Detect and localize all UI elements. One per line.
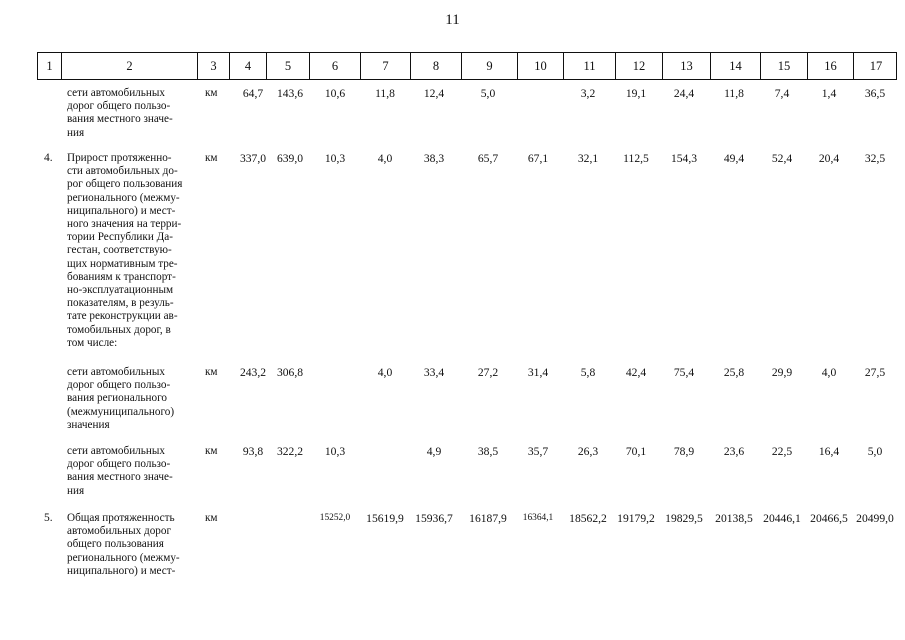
table-cell: 64,7	[242, 87, 264, 100]
table-cell: 4,0	[377, 152, 393, 165]
table-cell: 20138,5	[715, 512, 753, 525]
table-cell: 16364,1	[522, 513, 554, 523]
table-cell: 22,5	[771, 445, 793, 458]
table-cell: 5,8	[580, 366, 596, 379]
table-cell: 154,3	[670, 152, 698, 165]
table-cell: 639,0	[276, 152, 304, 165]
row-unit: км	[205, 512, 218, 524]
table-cell: 65,7	[477, 152, 499, 165]
table-header-row	[37, 52, 897, 80]
table-cell: 11,8	[724, 87, 744, 100]
table-cell: 10,3	[324, 152, 346, 165]
table-cell: 337,0	[239, 152, 267, 165]
table-cell: 7,4	[774, 87, 790, 100]
header-cell-5: 5	[267, 53, 310, 79]
header-cell-15: 15	[761, 53, 808, 79]
table-cell: 33,4	[423, 366, 445, 379]
header-cell-14: 14	[711, 53, 761, 79]
row-description: Прирост протяженно- сти автомобильных до- рог общего пользования регионального (межму- ниципального) и мест- ного значения на терри- тории Республики Да- гестан, соответствую- щих нормативным тре- бованиям к транспорт- но-эксплуатационным показателям, в резуль- тате реконструкции ав- томобильных дорог, в том числе:	[67, 152, 183, 349]
row-description: Общая протяженность автомобильных дорог общего пользования регионального (межму- ниципального) и мест-	[67, 512, 180, 577]
header-cell-1: 1	[38, 53, 62, 79]
table-cell: 1,4	[821, 87, 837, 100]
header-cell-4: 4	[230, 53, 267, 79]
row-number: 4.	[44, 152, 53, 164]
header-cell-12: 12	[616, 53, 663, 79]
table-cell: 243,2	[239, 366, 267, 379]
table-cell: 20446,1	[763, 512, 801, 525]
row-unit: км	[205, 87, 218, 99]
table-cell: 19,1	[625, 87, 647, 100]
header-cell-3: 3	[198, 53, 230, 79]
table-cell: 70,1	[625, 445, 647, 458]
header-cell-8: 8	[411, 53, 462, 79]
row-unit: км	[205, 445, 218, 457]
table-cell: 112,5	[623, 152, 649, 165]
header-cell-2: 2	[62, 53, 198, 79]
header-cell-6: 6	[310, 53, 361, 79]
table-cell: 15619,9	[366, 512, 404, 525]
table-cell: 143,6	[276, 87, 304, 100]
table-cell: 67,1	[527, 152, 549, 165]
table-cell: 15936,7	[415, 512, 453, 525]
header-cell-11: 11	[564, 53, 616, 79]
table-cell: 25,8	[723, 366, 745, 379]
table-cell: 38,3	[423, 152, 445, 165]
table-cell: 4,0	[821, 366, 837, 379]
header-cell-13: 13	[663, 53, 711, 79]
header-cell-10: 10	[518, 53, 564, 79]
table-cell: 75,4	[673, 366, 695, 379]
table-cell: 10,6	[324, 87, 346, 100]
table-cell: 20,4	[818, 152, 840, 165]
table-cell: 93,8	[242, 445, 264, 458]
row-description: сети автомобильных дорог общего пользо- вания местного значе- ния	[67, 445, 173, 497]
header-cell-17: 17	[869, 59, 883, 73]
header-cell-16: 16	[808, 53, 854, 79]
table-cell: 11,8	[375, 87, 395, 100]
table-cell: 3,2	[580, 87, 596, 100]
table-cell: 20499,0	[856, 512, 894, 525]
table-cell: 32,5	[864, 152, 886, 165]
page-number: 11	[445, 12, 460, 28]
table-cell: 52,4	[771, 152, 793, 165]
table-cell: 12,4	[423, 87, 445, 100]
table-cell: 35,7	[527, 445, 549, 458]
table-cell: 27,5	[864, 366, 886, 379]
row-number: 5.	[44, 512, 53, 524]
table-cell: 18562,2	[569, 512, 607, 525]
table-cell: 24,4	[673, 87, 695, 100]
table-cell: 322,2	[276, 445, 304, 458]
table-cell: 19179,2	[617, 512, 655, 525]
table-cell: 5,0	[480, 87, 496, 100]
row-description: сети автомобильных дорог общего пользо- вания регионального (межмуниципального) значения	[67, 366, 175, 431]
table-cell: 15252,0	[319, 513, 351, 523]
row-description: сети автомобильных дорог общего пользо- вания местного значе- ния	[67, 87, 173, 139]
table-cell: 20466,5	[810, 512, 848, 525]
table-cell: 36,5	[864, 87, 886, 100]
table-cell: 16187,9	[469, 512, 507, 525]
header-cell-7: 7	[361, 53, 411, 79]
table-cell: 306,8	[276, 366, 304, 379]
table-cell: 78,9	[673, 445, 695, 458]
table-cell: 31,4	[527, 366, 549, 379]
table-cell: 27,2	[477, 366, 499, 379]
table-cell: 4,9	[426, 445, 442, 458]
table-cell: 10,3	[324, 445, 346, 458]
table-cell: 16,4	[818, 445, 840, 458]
table-cell: 42,4	[625, 366, 647, 379]
table-cell: 38,5	[477, 445, 499, 458]
table-cell: 4,0	[377, 366, 393, 379]
table-cell: 32,1	[577, 152, 599, 165]
table-cell: 29,9	[771, 366, 793, 379]
row-unit: км	[205, 366, 218, 378]
row-unit: км	[205, 152, 218, 164]
table-cell: 5,0	[867, 445, 883, 458]
table-cell: 26,3	[577, 445, 599, 458]
table-cell: 19829,5	[665, 512, 703, 525]
header-cell-9: 9	[462, 53, 518, 79]
table-cell: 49,4	[723, 152, 745, 165]
table-cell: 23,6	[723, 445, 745, 458]
